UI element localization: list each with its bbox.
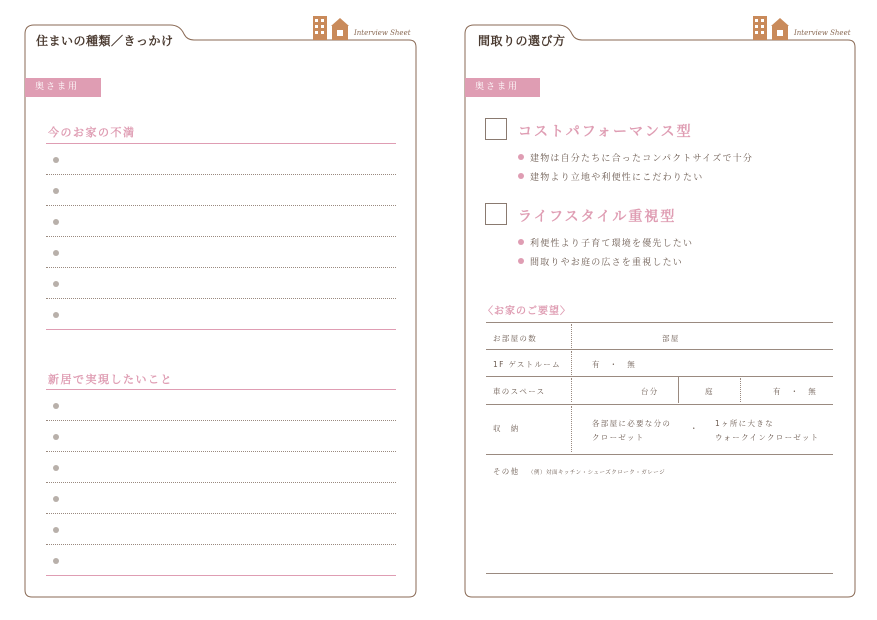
- garden-options[interactable]: 有 ・ 無: [773, 387, 817, 396]
- column-divider: [571, 351, 572, 375]
- section-heading-dissatisfaction: 今のお家の不満: [48, 126, 136, 139]
- list-item-bullet: [53, 281, 59, 287]
- building-house-icon: [312, 14, 350, 40]
- cost-performance-checkbox[interactable]: [485, 118, 507, 140]
- storage-option-walkin[interactable]: 1ヶ所に大きな: [715, 419, 774, 428]
- type-point: 利便性より子育て環境を優先したい: [530, 239, 694, 249]
- column-divider: [678, 377, 679, 403]
- garden-label: 庭: [705, 387, 714, 396]
- list-item-bullet: [53, 403, 59, 409]
- list-item-bullet: [53, 434, 59, 440]
- wife-badge: 奥さま用: [465, 78, 540, 97]
- rooms-label: お部屋の数: [493, 334, 537, 343]
- storage-label: 収 納: [493, 424, 520, 433]
- point-bullet: [518, 173, 524, 179]
- list-item-bullet: [53, 188, 59, 194]
- type-title-lifestyle: ライフスタイル重視型: [518, 209, 677, 225]
- list-item-bullet: [53, 558, 59, 564]
- table-rule: [486, 349, 833, 350]
- list-item-line: [46, 298, 396, 299]
- guest-room-options[interactable]: 有 ・ 無: [592, 360, 636, 369]
- interview-sheet-label: Interview Sheet: [794, 29, 851, 37]
- list-item-line: [46, 544, 396, 545]
- rooms-unit[interactable]: 部屋: [662, 334, 680, 343]
- list-item-line: [46, 451, 396, 452]
- storage-separator: ・: [690, 424, 699, 433]
- table-rule: [486, 404, 833, 405]
- right-page-title: 間取りの選び方: [478, 34, 566, 48]
- list-item-bullet: [53, 312, 59, 318]
- type-point: 建物より立地や利便性にこだわりたい: [530, 173, 704, 183]
- table-rule: [486, 376, 833, 377]
- list-item-bullet: [53, 465, 59, 471]
- section-end-rule: [46, 329, 396, 330]
- list-item-bullet: [53, 496, 59, 502]
- column-divider: [740, 378, 741, 402]
- table-rule: [486, 322, 833, 323]
- guest-room-label: 1F ゲストルーム: [493, 360, 561, 369]
- type-title-cost-performance: コストパフォーマンス型: [518, 124, 693, 140]
- interview-sheet-label: Interview Sheet: [354, 29, 411, 37]
- storage-option-closet[interactable]: 各部屋に必要な分の: [592, 419, 672, 428]
- list-item-line: [46, 267, 396, 268]
- section-heading-rule: [46, 143, 396, 144]
- list-item-line: [46, 236, 396, 237]
- table-rule: [486, 573, 833, 574]
- column-divider: [571, 324, 572, 348]
- list-item-line: [46, 174, 396, 175]
- point-bullet: [518, 154, 524, 160]
- requests-heading: 〈お家のご要望〉: [483, 306, 571, 317]
- point-bullet: [518, 239, 524, 245]
- list-item-line: [46, 513, 396, 514]
- wife-badge: 奥さま用: [25, 78, 101, 97]
- storage-option-walkin-line2[interactable]: ウォークインクローゼット: [715, 433, 820, 442]
- column-divider: [571, 378, 572, 402]
- parking-label: 車のスペース: [493, 387, 546, 396]
- lifestyle-checkbox[interactable]: [485, 203, 507, 225]
- type-point: 建物は自分たちに合ったコンパクトサイズで十分: [530, 154, 754, 164]
- list-item-bullet: [53, 157, 59, 163]
- point-bullet: [518, 258, 524, 264]
- left-page-title: 住まいの種類／きっかけ: [36, 34, 174, 48]
- list-item-bullet: [53, 527, 59, 533]
- section-heading-rule: [46, 389, 396, 390]
- list-item-bullet: [53, 219, 59, 225]
- section-end-rule: [46, 575, 396, 576]
- list-item-line: [46, 482, 396, 483]
- other-example: （例）対面キッチン・シューズクローク・ガレージ: [528, 470, 666, 476]
- type-point: 間取りやお庭の広さを重視したい: [530, 258, 684, 268]
- building-house-icon: [752, 14, 790, 40]
- list-item-line: [46, 205, 396, 206]
- section-heading-new-home: 新居で実現したいこと: [48, 373, 173, 386]
- table-rule: [486, 454, 833, 455]
- left-panel-frame: [25, 25, 416, 597]
- list-item-bullet: [53, 250, 59, 256]
- parking-unit[interactable]: 台分: [641, 387, 659, 396]
- list-item-line: [46, 420, 396, 421]
- storage-option-closet-line2[interactable]: クローゼット: [592, 433, 645, 442]
- other-label: その他: [493, 467, 520, 476]
- column-divider: [571, 406, 572, 452]
